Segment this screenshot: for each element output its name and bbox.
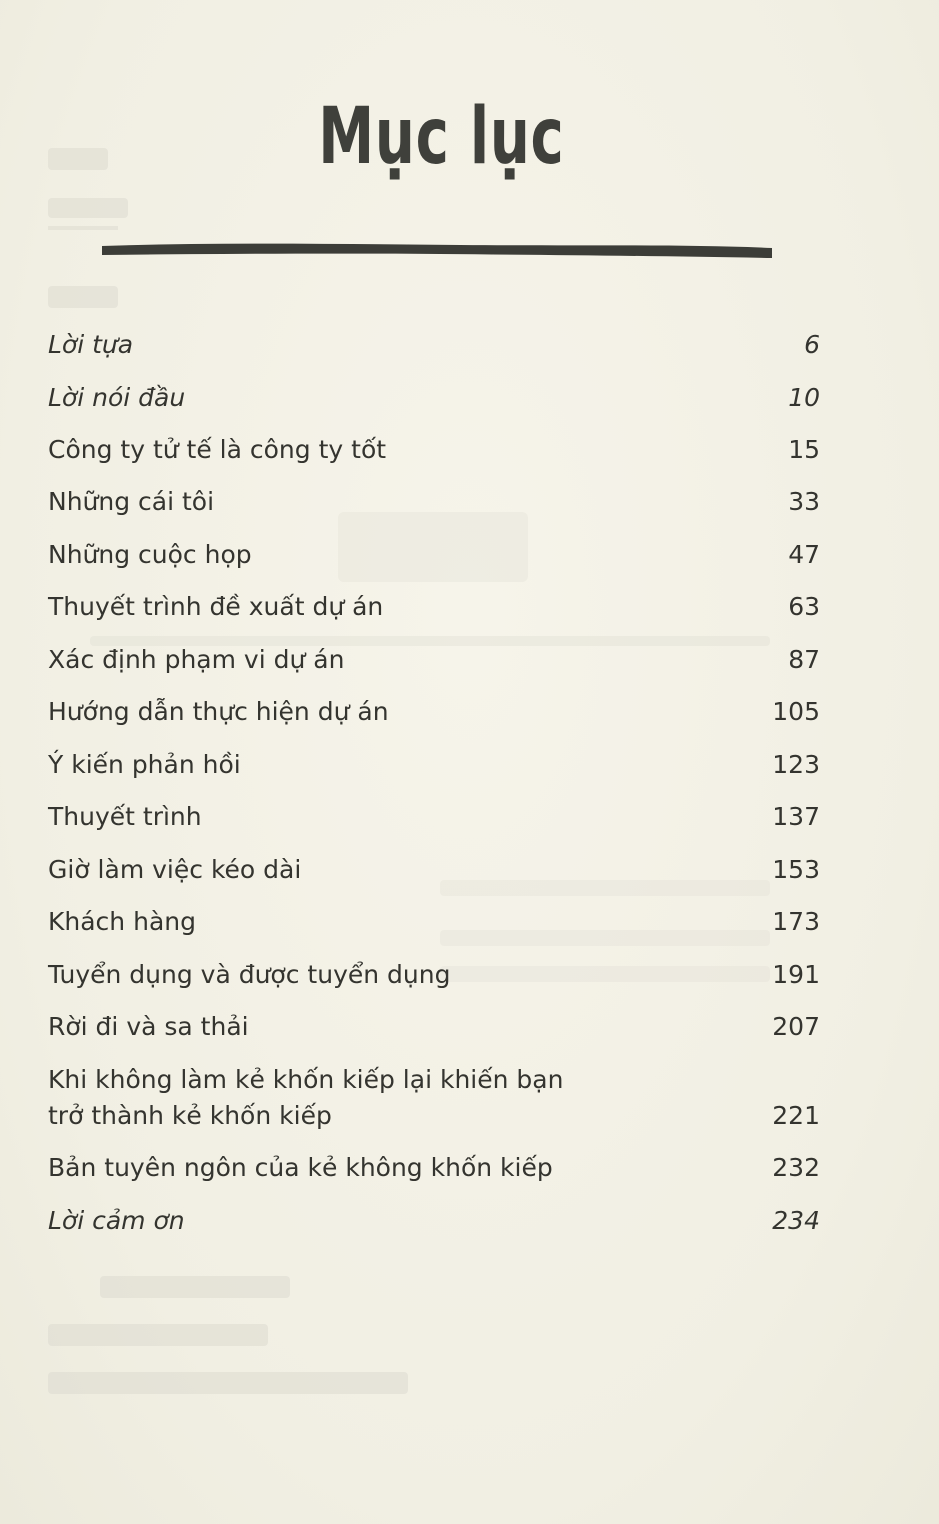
toc-entry <box>48 957 820 993</box>
toc-entry-page: 87 <box>788 645 820 674</box>
toc-entry-page: 123 <box>772 750 820 779</box>
toc-entry-page: 105 <box>772 697 820 726</box>
toc-entry <box>48 380 820 416</box>
toc-entry-title: Xác định phạm vi dự án <box>48 645 345 674</box>
toc-entry-page: 173 <box>772 907 820 936</box>
page-title: Mục lục <box>318 92 565 182</box>
toc-entry <box>48 852 820 888</box>
toc-entry-title: Bản tuyên ngôn của kẻ không khốn kiếp <box>48 1153 553 1182</box>
toc-entry-page: 137 <box>772 802 820 831</box>
toc-entry-page: 232 <box>772 1153 820 1182</box>
toc-entry <box>48 799 820 835</box>
toc-entry-title: Những cái tôi <box>48 487 215 516</box>
toc-entry-page: 153 <box>772 855 820 884</box>
toc-entry-title: Giờ làm việc kéo dài <box>48 855 302 884</box>
toc-entry-title: Thuyết trình <box>48 802 202 831</box>
toc-entry-title: Tuyển dụng và được tuyển dụng <box>48 960 451 989</box>
toc-entry-page: 47 <box>788 540 820 569</box>
toc-entry <box>48 1062 820 1134</box>
toc-entry <box>48 1203 820 1239</box>
toc-entry-page: 207 <box>772 1012 820 1041</box>
toc-entry <box>48 694 820 730</box>
toc-entry-page: 191 <box>772 960 820 989</box>
toc-entry <box>48 1009 820 1045</box>
toc-entry-title: Những cuộc họp <box>48 540 252 569</box>
toc-entry <box>48 589 820 625</box>
toc-entry-title: Lời cảm ơn <box>48 1206 185 1235</box>
toc-entry <box>48 327 820 363</box>
toc-entry <box>48 537 820 573</box>
toc-entry-title: Lời tựa <box>48 330 134 359</box>
toc-entry-title: Ý kiến phản hồi <box>48 750 241 779</box>
toc-entry <box>48 642 820 678</box>
toc-entry-page: 10 <box>788 383 820 412</box>
toc-entry <box>48 432 820 468</box>
toc-entry <box>48 484 820 520</box>
toc-entry-title: Công ty tử tế là công ty tốt <box>48 435 387 464</box>
toc-entry-page: 234 <box>772 1206 820 1235</box>
toc-entry-page: 6 <box>804 330 820 359</box>
toc-entry-title: Hướng dẫn thực hiện dự án <box>48 697 389 726</box>
toc-entry-title: Rời đi và sa thải <box>48 1012 249 1041</box>
toc-entry-page: 33 <box>788 487 820 516</box>
toc-entry-page: 221 <box>772 1101 820 1130</box>
toc-entry <box>48 904 820 940</box>
toc-entry-title: Khi không làm kẻ khốn kiếp lại khiến bạn trở thành kẻ khốn kiếp <box>48 1065 564 1130</box>
toc-entry-page: 15 <box>788 435 820 464</box>
toc-entry-title: Khách hàng <box>48 907 196 936</box>
toc-entry <box>48 747 820 783</box>
toc-entry-page: 63 <box>788 592 820 621</box>
toc-entry-title: Thuyết trình đề xuất dự án <box>48 592 384 621</box>
toc-entry-title: Lời nói đầu <box>48 383 186 412</box>
toc-entry <box>48 1150 820 1186</box>
